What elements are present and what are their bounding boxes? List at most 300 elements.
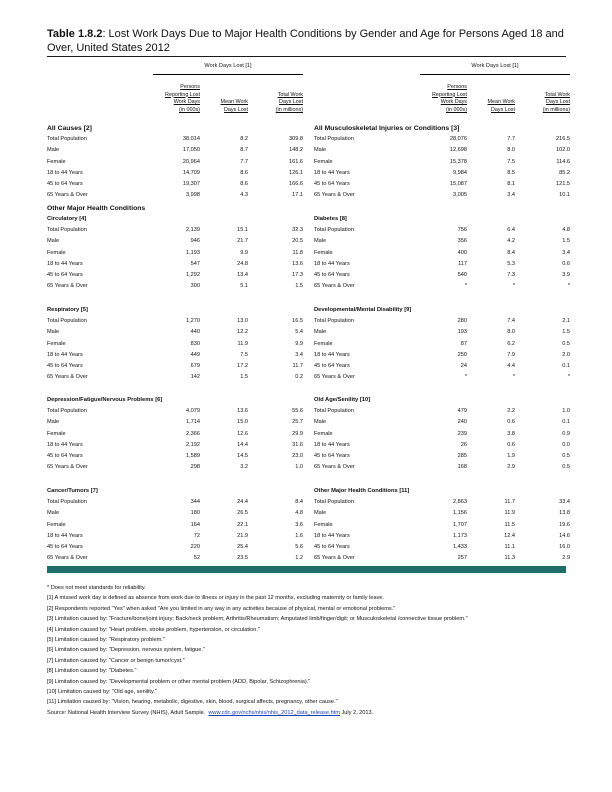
row-label: 65 Years & Over (47, 374, 88, 381)
table-row (47, 520, 303, 531)
table-row (314, 553, 570, 564)
subsection-title: Cancer/Tumors [7] (47, 488, 98, 494)
persons-value: 15,378 (449, 158, 467, 165)
mean-days-value: 0.6 (507, 441, 515, 448)
row-label: Female (47, 340, 66, 347)
mean-days-value: * (512, 283, 515, 290)
table-row (314, 316, 570, 327)
total-days-value: 2.0 (562, 351, 570, 358)
table-row (314, 134, 570, 145)
mean-days-value: 3.2 (240, 464, 248, 471)
mean-days-value: 11.9 (504, 510, 515, 517)
subsection-title: Developmental/Mental Disability [9] (314, 307, 412, 313)
total-days-value: 9.9 (295, 340, 303, 347)
footnote: [5] Limitation caused by: "Respiratory problem." (47, 637, 165, 644)
total-days-value: 8.4 (295, 499, 303, 505)
mean-days-value: 7.7 (240, 158, 248, 165)
row-label: Male (47, 419, 60, 426)
mean-days-value: 1.9 (507, 453, 515, 460)
row-label: 45 to 64 Years (47, 181, 83, 188)
row-label: 18 to 44 Years (47, 260, 83, 267)
table-row (314, 451, 570, 462)
total-days-value: 16.0 (559, 544, 570, 551)
total-days-value: 55.6 (292, 408, 303, 414)
table-row (314, 542, 570, 553)
footnote: [1] A missed work day is defined as absence from work due to illness or injury in the past 12 months, excluding maternity or family leave. (47, 595, 385, 602)
table-row (314, 497, 570, 508)
persons-value: 4,079 (186, 408, 200, 414)
total-days-value: 1.2 (295, 555, 303, 562)
group-header-left: Work Days Lost [1] (153, 62, 303, 75)
table-row (314, 361, 570, 372)
table-row (314, 327, 570, 338)
footnote: [8] Limitation caused by: "Diabetes." (47, 668, 137, 675)
total-days-value: 16.5 (292, 318, 303, 324)
persons-value: 679 (190, 363, 200, 370)
persons-value: 117 (458, 260, 467, 267)
persons-value: 540 (457, 272, 467, 279)
total-days-value: 1.5 (562, 329, 570, 336)
mean-days-value: 15.1 (237, 227, 248, 233)
total-days-value: 23.0 (292, 453, 303, 460)
total-days-value: 1.5 (562, 238, 570, 245)
subsection-title: Depression/Fatigue/Nervous Problems [6] (47, 397, 163, 403)
row-label: 45 to 64 Years (47, 544, 83, 551)
section-diabetes (314, 214, 570, 293)
table-row (47, 406, 303, 417)
table-row (314, 339, 570, 350)
total-days-value: 1.0 (562, 408, 570, 414)
mean-days-value: 23.5 (237, 555, 248, 562)
mean-days-value: 7.3 (507, 272, 515, 279)
table-row (47, 190, 303, 201)
mean-days-value: 11.7 (504, 499, 515, 505)
table-row (47, 350, 303, 361)
table-row (47, 179, 303, 190)
total-days-value: 33.4 (559, 499, 570, 505)
persons-value: 298 (190, 464, 200, 471)
mean-days-value: 4.2 (507, 238, 515, 245)
mean-days-value: 13.4 (237, 272, 248, 279)
mean-days-value: 2.2 (507, 408, 515, 414)
total-days-value: 25.7 (292, 419, 303, 426)
table-title-text: : Lost Work Days Due to Major Health Conditions by Gender and Age for Persons Aged 18 and Over, United States 2012 (47, 28, 564, 54)
persons-value: 440 (190, 329, 200, 336)
section-developmental (314, 305, 570, 384)
row-label: 18 to 44 Years (314, 260, 350, 267)
mean-days-value: 8.5 (507, 169, 515, 176)
row-label: Male (314, 238, 327, 245)
total-days-value: 14.6 (559, 532, 570, 539)
total-days-value: 1.5 (295, 283, 303, 290)
mean-days-value: 3.8 (507, 430, 515, 437)
mean-days-value: 11.3 (504, 555, 515, 562)
mean-days-value: 4.3 (240, 192, 248, 199)
total-days-value: 2.9 (562, 555, 570, 562)
persons-value: 547 (190, 260, 200, 267)
row-label: 65 Years & Over (47, 283, 88, 290)
mean-days-value: 9.9 (240, 249, 248, 256)
section-respiratory (47, 305, 303, 384)
divider-bar (47, 566, 566, 573)
total-days-value: 1.6 (295, 532, 303, 539)
mean-days-value: 7.4 (507, 318, 515, 324)
mean-days-value: 6.2 (507, 340, 515, 347)
table-row (47, 236, 303, 247)
row-label: 45 to 64 Years (314, 363, 350, 370)
row-label: 45 to 64 Years (314, 544, 350, 551)
persons-value: 756 (457, 227, 467, 233)
subsection-title: Respiratory [5] (47, 307, 88, 313)
mean-days-value: 11.9 (237, 340, 248, 347)
table-row (47, 372, 303, 383)
mean-days-value: 8.4 (507, 249, 515, 256)
mean-days-value: 14.5 (237, 453, 248, 460)
mean-days-value: 8.1 (507, 181, 515, 188)
table-row (314, 145, 570, 156)
persons-value: 1,270 (186, 318, 200, 324)
table-row (47, 259, 303, 270)
row-label: Female (314, 340, 333, 347)
row-label: Female (314, 249, 333, 256)
persons-value: 14,709 (182, 169, 200, 176)
row-label: Female (314, 430, 333, 437)
mean-days-value: 12.4 (504, 532, 515, 539)
persons-value: 2,366 (186, 430, 200, 437)
table-row (314, 281, 570, 292)
row-label: Female (314, 521, 333, 528)
table-row (47, 145, 303, 156)
total-days-value: 114.6 (556, 158, 570, 165)
section-musculoskeletal (314, 124, 570, 202)
total-days-value: 0.5 (562, 453, 570, 460)
total-days-value: 20.5 (292, 238, 303, 245)
mean-days-value: 5.1 (240, 283, 248, 290)
mean-days-value: 22.1 (237, 521, 248, 528)
section-all-causes (47, 124, 303, 202)
mean-days-value: 8.7 (240, 147, 248, 154)
persons-value: 26 (460, 441, 467, 448)
mean-days-value: 24.4 (237, 499, 248, 505)
row-label: 18 to 44 Years (47, 441, 83, 448)
total-days-value: * (567, 374, 570, 381)
total-days-value: 0.1 (562, 419, 570, 426)
table-row (47, 134, 303, 145)
mean-days-value: 11.5 (504, 521, 515, 528)
mean-days-value: 21.7 (237, 238, 248, 245)
total-days-value: 13.8 (559, 510, 570, 517)
table-row (47, 462, 303, 473)
persons-value: 168 (457, 464, 467, 471)
persons-value: 1,193 (186, 249, 200, 256)
row-label: Male (47, 147, 60, 154)
footnotes (47, 583, 566, 718)
mean-days-value: 12.2 (237, 329, 248, 336)
mean-days-value: 8.2 (240, 136, 248, 142)
footnote: [4] Limitation caused by: "Heart problem, stroke problem, hypertension, or circulation." (47, 626, 260, 633)
mean-days-value: 12.6 (237, 430, 248, 437)
total-days-value: 216.5 (556, 136, 570, 142)
row-label: 65 Years & Over (314, 192, 355, 199)
section-title: Other Major Health Conditions (47, 205, 146, 212)
row-label: Total Population (47, 499, 87, 505)
total-days-value: 2.1 (562, 318, 570, 324)
mean-days-value: 8.0 (507, 147, 515, 154)
row-label: 65 Years & Over (47, 192, 88, 199)
row-label: 45 to 64 Years (314, 181, 350, 188)
total-days-value: * (567, 283, 570, 290)
table-row (314, 417, 570, 428)
mean-days-value: 15.0 (237, 419, 248, 426)
persons-value: 180 (190, 510, 200, 517)
footnote: [2] Respondents reported "Yes" when asked "Are you limited in any way in any activities because of physical, mental or emotional problems." (47, 605, 396, 612)
row-label: 45 to 64 Years (47, 363, 83, 370)
table-row (314, 248, 570, 259)
persons-value: 1,707 (453, 521, 467, 528)
persons-value: 1,433 (453, 544, 467, 551)
table-row (47, 339, 303, 350)
row-label: Total Population (314, 408, 354, 414)
row-label: 18 to 44 Years (47, 351, 83, 358)
table-row (47, 451, 303, 462)
row-label: Total Population (47, 408, 87, 414)
mean-days-value: 25.4 (237, 544, 248, 551)
table-row (314, 225, 570, 236)
row-label: Male (314, 510, 327, 517)
table-row (47, 248, 303, 259)
row-label: Male (314, 419, 327, 426)
row-label: 18 to 44 Years (314, 169, 350, 176)
mean-days-value: 21.9 (237, 532, 248, 539)
row-label: 65 Years & Over (314, 283, 355, 290)
total-days-value: 126.1 (289, 169, 303, 176)
mean-days-value: 8.6 (240, 181, 248, 188)
persons-value: 15,087 (449, 181, 467, 188)
table-row (47, 316, 303, 327)
total-days-value: 17.1 (292, 192, 303, 199)
section-other-major (47, 204, 303, 293)
persons-value: 9,984 (453, 169, 467, 176)
persons-value: 946 (190, 238, 200, 245)
table-number: Table 1.8.2 (47, 28, 103, 40)
section-title: All Musculoskeletal Injuries or Conditions [3] (314, 125, 460, 132)
table-row (314, 372, 570, 383)
group-header-right: Work Days Lost [1] (420, 62, 570, 75)
mean-days-value: 7.7 (507, 136, 515, 142)
persons-value: 28,076 (449, 136, 467, 142)
footnote: [9] Limitation caused by: "Developmental problem or other mental problem (ADD, Bipolar, Schizophrenia)." (47, 678, 311, 685)
mean-days-value: 3.4 (507, 192, 515, 199)
mean-days-value: 0.6 (507, 419, 515, 426)
table-row (314, 508, 570, 519)
footnote: [3] Limitation caused by: "Fracture/bone/joint injury; Back/neck problem; Arthritis/Rheumatism; Amputated limb/finger/digit; or Musculoskeletal /connective tissue problem." (47, 616, 468, 623)
row-label: Total Population (314, 227, 354, 233)
total-days-value: 161.6 (289, 158, 303, 165)
persons-value: 1,714 (186, 419, 200, 426)
table-row (47, 361, 303, 372)
row-label: Male (314, 329, 327, 336)
table-row (47, 225, 303, 236)
row-label: Male (314, 147, 327, 154)
persons-value: 193 (457, 329, 467, 336)
persons-value: 449 (190, 351, 200, 358)
mean-days-value: 14.4 (237, 441, 248, 448)
subsection-title: Other Major Health Conditions [11] (314, 488, 410, 494)
section-old-age (314, 395, 570, 474)
persons-value: * (464, 374, 467, 381)
row-label: Female (47, 249, 66, 256)
table-title (47, 27, 567, 55)
title-divider (47, 56, 566, 57)
row-label: Male (47, 510, 60, 517)
total-days-value: 31.6 (292, 441, 303, 448)
row-label: Total Population (47, 318, 87, 324)
mean-days-value: 8.6 (240, 169, 248, 176)
subsection-title: Diabetes [8] (314, 216, 347, 222)
persons-value: 3,998 (186, 192, 200, 199)
persons-value: 142 (190, 374, 200, 381)
total-days-value: 148.2 (289, 147, 303, 154)
total-days-value: 85.2 (559, 169, 570, 176)
row-label: Female (47, 521, 66, 528)
total-days-value: 11.8 (292, 249, 303, 256)
footnote: [6] Limitation caused by: "Depression, nervous system, fatigue." (47, 647, 205, 654)
table-row (47, 157, 303, 168)
persons-value: 344 (190, 499, 200, 505)
row-label: 65 Years & Over (314, 555, 355, 562)
persons-value: 20,964 (182, 158, 200, 165)
col-header-mean: Mean Work Days Lost (487, 99, 515, 113)
table-row (314, 531, 570, 542)
mean-days-value: 7.9 (507, 351, 515, 358)
total-days-value: 5.6 (295, 544, 303, 551)
table-row (314, 270, 570, 281)
table-row (314, 406, 570, 417)
persons-value: 2,863 (453, 499, 467, 505)
section-depression (47, 395, 303, 474)
persons-value: 1,156 (453, 510, 467, 517)
table-row (314, 157, 570, 168)
total-days-value: 0.5 (562, 464, 570, 471)
table-row (314, 350, 570, 361)
table-row (47, 270, 303, 281)
mean-days-value: 1.5 (240, 374, 248, 381)
row-label: Male (47, 238, 60, 245)
total-days-value: 309.8 (289, 136, 303, 142)
mean-days-value: 5.3 (507, 260, 515, 267)
total-days-value: 3.4 (562, 249, 570, 256)
table-row (314, 190, 570, 201)
persons-value: 38,014 (182, 136, 200, 142)
table-row (314, 259, 570, 270)
persons-value: 24 (460, 363, 467, 370)
row-label: Male (47, 329, 60, 336)
persons-value: 1,173 (453, 532, 467, 539)
total-days-value: 10.1 (559, 192, 570, 199)
mean-days-value: 11.1 (504, 544, 515, 551)
persons-value: 257 (457, 555, 467, 562)
total-days-value: 0.6 (562, 260, 570, 267)
row-label: 65 Years & Over (47, 464, 88, 471)
subsection-title: Circulatory [4] (47, 216, 87, 222)
total-days-value: 1.0 (295, 464, 303, 471)
source-note: Source: National Health Interview Survey (NHIS), Adult Sample. www.cdc.gov/nchs/nhis/nhis_2012_data_release.htm July 2, 2013. (47, 709, 374, 716)
persons-value: 220 (190, 544, 200, 551)
row-label: Total Population (47, 227, 87, 233)
row-label: 45 to 64 Years (314, 272, 350, 279)
persons-value: 72 (193, 532, 200, 539)
table-row (47, 542, 303, 553)
total-days-value: 0.0 (562, 441, 570, 448)
total-days-value: 166.6 (289, 181, 303, 188)
persons-value: 1,292 (186, 272, 200, 279)
total-days-value: 29.9 (292, 430, 303, 437)
table-row (314, 179, 570, 190)
section-other-conditions (314, 486, 570, 565)
table-row (47, 417, 303, 428)
mean-days-value: 7.5 (240, 351, 248, 358)
row-label: 45 to 64 Years (314, 453, 350, 460)
persons-value: 239 (457, 430, 467, 437)
total-days-value: 0.2 (295, 374, 303, 381)
table-row (47, 168, 303, 179)
total-days-value: 3.4 (295, 351, 303, 358)
col-header-mean: Mean Work Days Lost (220, 99, 248, 113)
total-days-value: 5.4 (295, 329, 303, 336)
section-title: All Causes [2] (47, 125, 92, 132)
mean-days-value: 13.0 (237, 318, 248, 324)
col-header-persons: Persons Reporting Lost Work Days (in 000s) (431, 84, 467, 113)
footnote: [10] Limitation caused by: "Old age, senility." (47, 689, 157, 696)
table-row (47, 508, 303, 519)
mean-days-value: 26.5 (237, 510, 248, 517)
table-row (314, 520, 570, 531)
persons-value: 12,698 (449, 147, 467, 154)
persons-value: 2,192 (186, 441, 200, 448)
section-cancer (47, 486, 303, 565)
persons-value: 400 (457, 249, 467, 256)
persons-value: 3,005 (453, 192, 467, 199)
persons-value: 240 (457, 419, 467, 426)
persons-value: 2,139 (186, 227, 200, 233)
persons-value: 250 (457, 351, 467, 358)
footnote: * Does not meet standards for reliability. (47, 585, 146, 591)
row-label: Female (314, 158, 333, 165)
persons-value: 1,589 (186, 453, 200, 460)
persons-value: 830 (190, 340, 200, 347)
persons-value: 356 (457, 238, 467, 245)
mean-days-value: 17.2 (237, 363, 248, 370)
col-header-total: Total Work Days Lost (in millions) (275, 91, 303, 113)
total-days-value: 13.6 (292, 260, 303, 267)
total-days-value: 3.6 (295, 521, 303, 528)
row-label: Total Population (314, 318, 354, 324)
row-label: Total Population (314, 136, 354, 142)
col-header-total: Total Work Days Lost (in millions) (542, 91, 570, 113)
source-link[interactable]: www.cdc.gov/nchs/nhis/nhis_2012_data_release.htm (208, 709, 340, 716)
row-label: 18 to 44 Years (314, 532, 350, 539)
table-row (47, 281, 303, 292)
table-row (47, 497, 303, 508)
table-row (314, 429, 570, 440)
row-label: 65 Years & Over (314, 374, 355, 381)
row-label: 18 to 44 Years (47, 532, 83, 539)
total-days-value: 0.5 (562, 340, 570, 347)
row-label: 45 to 64 Years (47, 453, 83, 460)
persons-value: 479 (457, 408, 467, 414)
total-days-value: 3.9 (562, 272, 570, 279)
row-label: 18 to 44 Years (314, 441, 350, 448)
